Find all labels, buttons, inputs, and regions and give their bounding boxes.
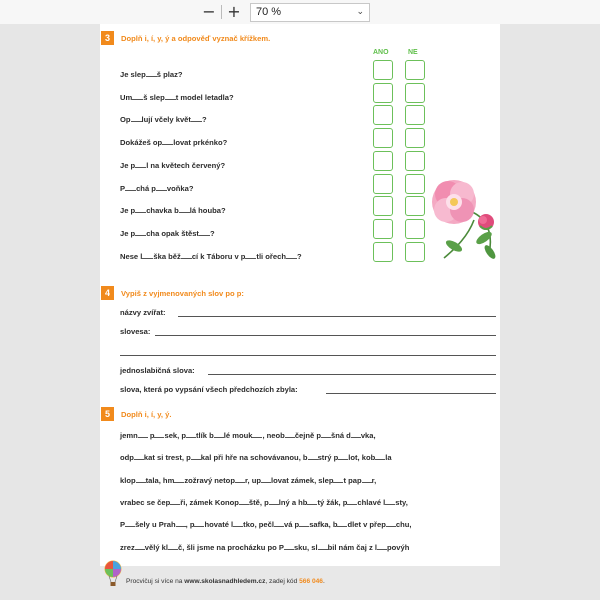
ano-header: ANO [373,49,389,56]
fill-in-text: ři, zámek Konop [180,497,239,507]
question-text: Je slep [120,70,146,79]
letter-blank[interactable] [337,520,347,527]
letter-blank[interactable] [318,543,328,550]
question-row [120,70,183,79]
question-text: l na květech červený? [146,160,226,170]
question-text: Je p [120,206,136,216]
question-row [120,161,225,170]
zoom-value: 70 % [256,6,282,18]
checkbox-ano[interactable] [373,128,393,148]
letter-blank[interactable] [321,431,331,438]
fill-in-text: sku, sl [293,542,318,552]
checkbox-ano[interactable] [373,83,393,103]
letter-blank[interactable] [199,229,210,236]
fill-in-text: hovaté l [204,520,234,530]
checkbox-ne[interactable] [405,105,425,125]
letter-blank[interactable] [135,206,146,213]
fill-in-line [120,520,412,529]
worksheet-page [100,24,500,600]
peony-flower-illustration [428,172,500,264]
letter-blank[interactable] [233,520,243,527]
letter-blank[interactable] [154,431,164,438]
fill-in-line [120,543,409,552]
fill-in-text: zrez [120,542,135,552]
question-text: tli ořech [256,251,286,261]
letter-blank[interactable] [274,520,284,527]
letter-blank[interactable] [347,498,357,505]
letter-blank[interactable] [125,184,136,191]
fill-in-text: chu, [395,520,412,530]
letter-blank[interactable] [142,252,153,259]
letter-blank[interactable] [168,543,178,550]
checkbox-ano[interactable] [373,219,393,239]
letter-blank[interactable] [338,453,348,460]
letter-blank[interactable] [174,476,184,483]
fill-in-line [120,453,392,462]
letter-blank[interactable] [146,70,157,77]
question-row [120,252,302,261]
answer-line-verbs[interactable] [155,335,496,336]
fill-in-text: odp [120,453,134,463]
checkbox-ne[interactable] [405,174,425,194]
fill-in-text: zožravý netop [184,475,235,485]
letter-blank[interactable] [307,498,317,505]
checkbox-ne[interactable] [405,242,425,262]
fill-in-text: čejně p [294,431,321,440]
toolbar-divider [221,5,222,19]
fill-in-text: lný a hb [278,497,308,507]
question-text: cha opak štěst [146,228,199,238]
fill-in-line [120,498,408,507]
fill-in-text: vělý kl [144,542,169,552]
fill-in-text: lot, kob [348,453,376,463]
footer-text [126,578,325,585]
fill-in-text: vrabec se čep [120,497,171,507]
label-animals: názvy zvířat: [120,308,166,317]
letter-blank[interactable] [181,252,192,259]
letter-blank[interactable] [269,498,279,505]
letter-blank[interactable] [194,520,204,527]
checkbox-ano[interactable] [373,174,393,194]
answer-line-monosyllabic[interactable] [208,374,496,375]
answer-line-verbs-2[interactable] [120,355,496,356]
fill-in-text: , p [185,520,195,530]
footer-middle: , zadej kód [265,578,300,585]
fill-in-text: strý p [317,453,339,463]
question-text: voňka? [166,183,194,193]
checkbox-ano[interactable] [373,242,393,262]
letter-blank[interactable] [186,431,196,438]
question-row [120,229,215,238]
letter-blank[interactable] [131,115,142,122]
letter-blank[interactable] [362,476,372,483]
fill-in-text: sty, [395,497,408,507]
letter-blank[interactable] [375,453,385,460]
question-text: š plaz? [156,70,183,79]
letter-blank[interactable] [191,453,201,460]
fill-in-text: lé mouk [223,431,253,440]
letter-blank[interactable] [308,453,318,460]
letter-blank[interactable] [125,520,135,527]
section-5-number: 5 [101,407,114,421]
label-monosyllabic: jednoslabičná slova: [120,366,195,375]
letter-blank[interactable] [135,161,146,168]
question-row [120,184,194,193]
fill-in-text: , neob [262,431,285,440]
question-text: ška běž [153,251,181,261]
letter-blank[interactable] [252,431,262,438]
answer-line-remaining[interactable] [326,393,496,394]
label-verbs: slovesa: [120,327,151,336]
question-row [120,93,234,102]
zoom-select[interactable] [250,3,370,22]
question-text: P [120,183,126,193]
letter-blank[interactable] [132,93,143,100]
label-remaining: slova, která po vypsání všech předchozích zbyla: [120,385,298,394]
fill-in-text: r, [371,475,377,485]
footer-suffix: . [322,578,325,585]
checkbox-ne[interactable] [405,60,425,80]
fill-in-text: chlavé l [357,497,386,507]
letter-blank[interactable] [235,476,245,483]
fill-in-text: jemn [120,431,138,440]
minus-icon: − [202,2,216,21]
question-text: Dokážeš op [120,138,163,148]
question-row [120,138,227,147]
checkbox-ano[interactable] [373,60,393,80]
letter-blank[interactable] [239,498,249,505]
letter-blank[interactable] [165,93,176,100]
fill-in-text: sek, p [164,431,187,440]
fill-in-text: ště, p [248,497,269,507]
letter-blank[interactable] [386,520,396,527]
checkbox-ne[interactable] [405,219,425,239]
footer-site-link[interactable]: www.skolasnadhledem.cz [184,578,266,585]
question-row [120,206,226,215]
question-text: t model letadla? [175,92,234,102]
viewer-toolbar [0,0,600,24]
letter-blank[interactable] [333,476,343,483]
fill-in-line [120,431,376,440]
question-text: Je p [120,160,136,170]
question-text: cí k Táboru v p [191,251,246,261]
fill-in-text: P [120,520,126,530]
fill-in-line [120,476,376,485]
fill-in-text: lovat zámek, slep [271,475,334,485]
fill-in-text: vka, [360,431,376,440]
checkbox-ne[interactable] [405,151,425,171]
fill-in-text: bil nám čaj z l [327,542,377,552]
question-text: ? [296,251,302,261]
question-text: lovat prkénko? [173,138,228,148]
fill-in-text: r, up [244,475,262,485]
footer-banner [100,566,500,600]
checkbox-ano[interactable] [373,105,393,125]
question-text: ? [209,228,215,238]
checkbox-ano[interactable] [373,196,393,216]
letter-blank[interactable] [385,498,395,505]
question-text: Nese l [120,251,143,261]
section-4-title: Vypiš z vyjmenovaných slov po p: [121,289,244,298]
letter-blank[interactable] [299,520,309,527]
letter-blank[interactable] [377,543,387,550]
zoom-in-button[interactable] [224,3,244,21]
letter-blank[interactable] [135,543,145,550]
zoom-out-button[interactable] [199,3,219,21]
footer-prefix: Procvičuj si více na [126,578,185,585]
letter-blank[interactable] [285,431,295,438]
letter-blank[interactable] [138,431,148,438]
section-3-number: 3 [101,31,114,45]
question-text: Um [120,92,133,102]
question-text: lá houba? [189,206,226,216]
question-text: Op [120,115,131,125]
section-4-number: 4 [101,286,114,300]
fill-in-text: t pap [343,475,362,485]
fill-in-text: p [147,431,155,440]
letter-blank[interactable] [191,115,202,122]
letter-blank[interactable] [156,184,167,191]
checkbox-ne[interactable] [405,196,425,216]
section-5-title: Doplň i, í, y, ý. [121,410,172,419]
question-text: lují včely květ [141,115,191,125]
checkbox-ne[interactable] [405,128,425,148]
footer-code: 566 046 [299,578,323,585]
question-row [120,115,207,124]
chevron-down-icon: ⌄ [356,7,364,17]
question-text: chá p [136,183,156,193]
fill-in-text: la [385,453,392,463]
letter-blank[interactable] [134,453,144,460]
fill-in-text: dlet v přep [347,520,386,530]
letter-blank[interactable] [170,498,180,505]
fill-in-text: č, šli jsme na procházku po P [178,542,284,552]
letter-blank[interactable] [351,431,361,438]
letter-blank[interactable] [284,543,294,550]
letter-blank[interactable] [245,252,256,259]
letter-blank[interactable] [176,520,186,527]
question-text: š slep [143,92,165,102]
question-text: chavka b [146,206,179,216]
letter-blank[interactable] [136,476,146,483]
fill-in-text: safka, b [309,520,338,530]
fill-in-text: tlík b [196,431,214,440]
letter-blank[interactable] [179,206,190,213]
letter-blank[interactable] [214,431,224,438]
hot-air-balloon-icon [104,560,122,590]
letter-blank[interactable] [261,476,271,483]
checkbox-ne[interactable] [405,83,425,103]
fill-in-text: šná d [330,431,351,440]
answer-line-animals[interactable] [178,316,496,317]
checkbox-ano[interactable] [373,151,393,171]
letter-blank[interactable] [162,138,173,145]
fill-in-text: tala, hm [145,475,175,485]
section-3-title: Doplň i, í, y, ý a odpověď vyznač křížkem. [121,34,271,43]
fill-in-text: šely u Prah [135,520,176,530]
question-text: ? [201,115,207,125]
question-text: Je p [120,228,136,238]
fill-in-text: klop [120,475,136,485]
plus-icon: + [227,2,241,21]
fill-in-text: tý žák, p [317,497,348,507]
letter-blank[interactable] [286,252,297,259]
ne-header: NE [408,49,418,56]
fill-in-text: kal při hře na schovávanou, b [200,453,308,463]
fill-in-text: vá p [283,520,300,530]
fill-in-text: povýh [386,542,410,552]
fill-in-text: tko, pečl [243,520,274,530]
fill-in-text: kat si trest, p [143,453,191,463]
letter-blank[interactable] [135,229,146,236]
